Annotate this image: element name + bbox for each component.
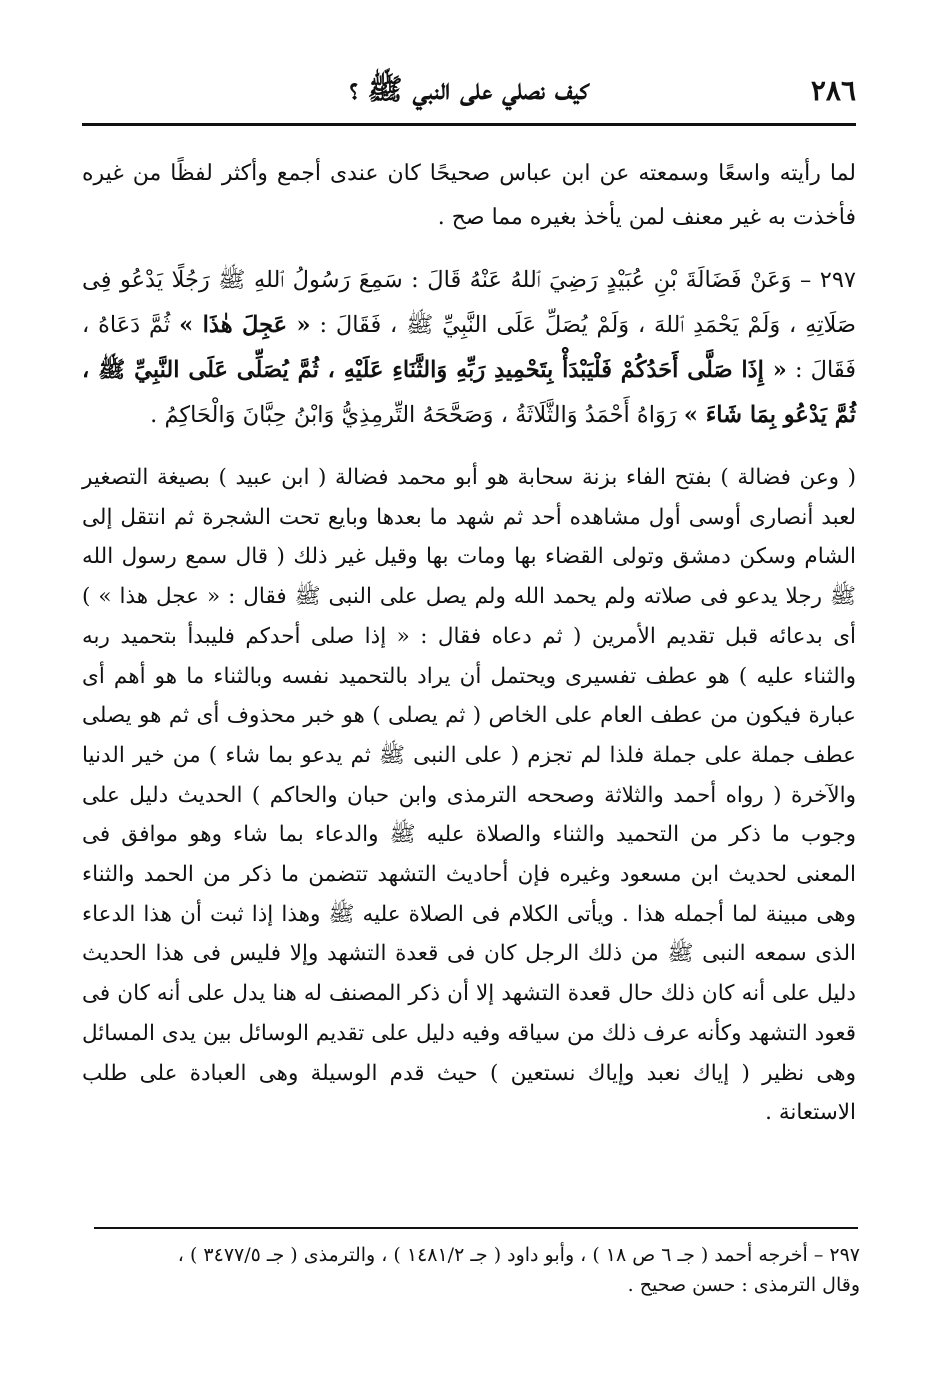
page-number: ٢٨٦ [810,74,856,107]
commentary-paragraph [82,458,856,1133]
footnote-line-2: وقال الترمذى : حسن صحيح . [627,1274,860,1296]
hadith-paragraph [82,258,856,438]
hadith-quote-second: « إِذَا صَلَّى أَحَدُكُمْ فَلْيَبْدَأْ بِتَحْمِيدِ رَبِّهِ وَالثَّنَاءِ عَلَيْهِ ، ثُمَّ يُصَلِّى عَلَى النَّبِيِّ ﷺ ، ثُمَّ يَدْعُو بِمَا شَاءَ » [82,357,856,428]
hadith-quote-first: « عَجِلَ هٰذَا » [179,312,311,338]
commentary-text: ( وعن فضالة ) بفتح الفاء بزنة سحابة هو أبو محمد فضالة ( ابن عبيد ) بصيغة التصغير لعبد أنصارى أوسى أول مشاهده أحد ثم شهد ما بعدها وبايع تحت الشجرة ثم انتقل إلى الشام وسكن دمشق وتولى القضاء بها ومات بها وقيل غير ذلك ( قال سمع رسول الله ﷺ رجلا يدعو فى صلاته ولم يحمد الله ولم يصل على النبى ﷺ فقال : « عجل هذا » ) أى بدعائه قبل تقديم الأمرين ( ثم دعاه فقال : « إذا صلى أحدكم فليبدأ بتحميد ربه والثناء عليه ) هو عطف تفسيرى ويحتمل أن يراد بالتحميد نفسه وبالثناء ما هو أهم أى عبارة فيكون من عطف العام على الخاص ( ثم يصلى ) هو خبر محذوف أى ثم هو يصلى عطف جملة على جملة فلذا لم تجزم ( على النبى ﷺ ثم يدعو بما شاء ) من خير الدنيا والآخرة ( رواه أحمد والثلاثة وصححه الترمذى وابن حبان والحاكم ) الحديث دليل على وجوب ما ذكر من التحميد والثناء والصلاة عليه ﷺ والدعاء بما شاء وهو موافق فى المعنى لحديث ابن مسعود وغيره فإن أحاديث التشهد تتضمن ما ذكر من الحمد والثناء وهى مبينة لما أجمله هذا . ويأتى الكلام فى الصلاة عليه ﷺ وهذا إذا ثبت أن هذا الدعاء الذى سمعه النبى ﷺ من ذلك الرجل كان فى قعدة التشهد وإلا فليس فى هذا الحديث دليل على أنه كان ذلك حال قعدة التشهد إلا أن ذكر المصنف له هنا يدل على أنه كان فى قعود التشهد وكأنه عرف ذلك من سياقه وفيه دليل على تقديم الوسائل بين يدى المسائل وهى نظير ( إياك نعبد وإياك نستعين ) حيث قدم الوسيلة وهى العبادة على طلب الاستعانة . [82,465,856,1126]
header-divider [82,123,856,126]
hadith-narration: ٢٩٧ – وَعَنْ فَضَالَةَ بْنِ عُبَيْدٍ رَضِيَ ٱللهُ عَنْهُ قَالَ : سَمِعَ رَسُولُ ٱللهِ ﷺ رَجُلًا يَدْعُو فِى صَلَاتِهِ ، وَلَمْ يَحْمَدِ ٱللهَ ، وَلَمْ يُصَلِّ عَلَى النَّبِيِّ ﷺ ، فَقَالَ : [82,267,856,338]
page-header [82,72,856,120]
intro-text: لما رأيته واسعًا وسمعته عن ابن عباس صحيحًا كان عندى أجمع وأكثر لفظًا من غيره فأخذت به غير معنف لمن يأخذ بغيره مما صح . [82,161,856,230]
footnote [120,1240,860,1300]
hadith-attribution: رَوَاهُ أَحْمَدُ وَالثَّلَاثَةُ ، وَصَحَّحَهُ التِّرمِذِيُّ وَابْنُ حِبَّانَ وَالْحَاكِمُ . [150,402,677,428]
intro-paragraph [82,152,856,240]
running-title: كيف نصلي على النبي ﷺ ؟ [349,72,589,106]
footnote-divider [94,1227,858,1229]
hadith-narration-continued: ثُمَّ دَعَاهُ ، فَقَالَ : [82,312,856,383]
hadith-text [82,258,856,438]
footnote-line-1: ٢٩٧ – أخرجه أحمد ( جـ ٦ ص ١٨ ) ، وأبو داود ( جـ ١٤٨١/٢ ) ، والترمذى ( جـ ٣٤٧٧/٥ ) ، [177,1244,860,1266]
